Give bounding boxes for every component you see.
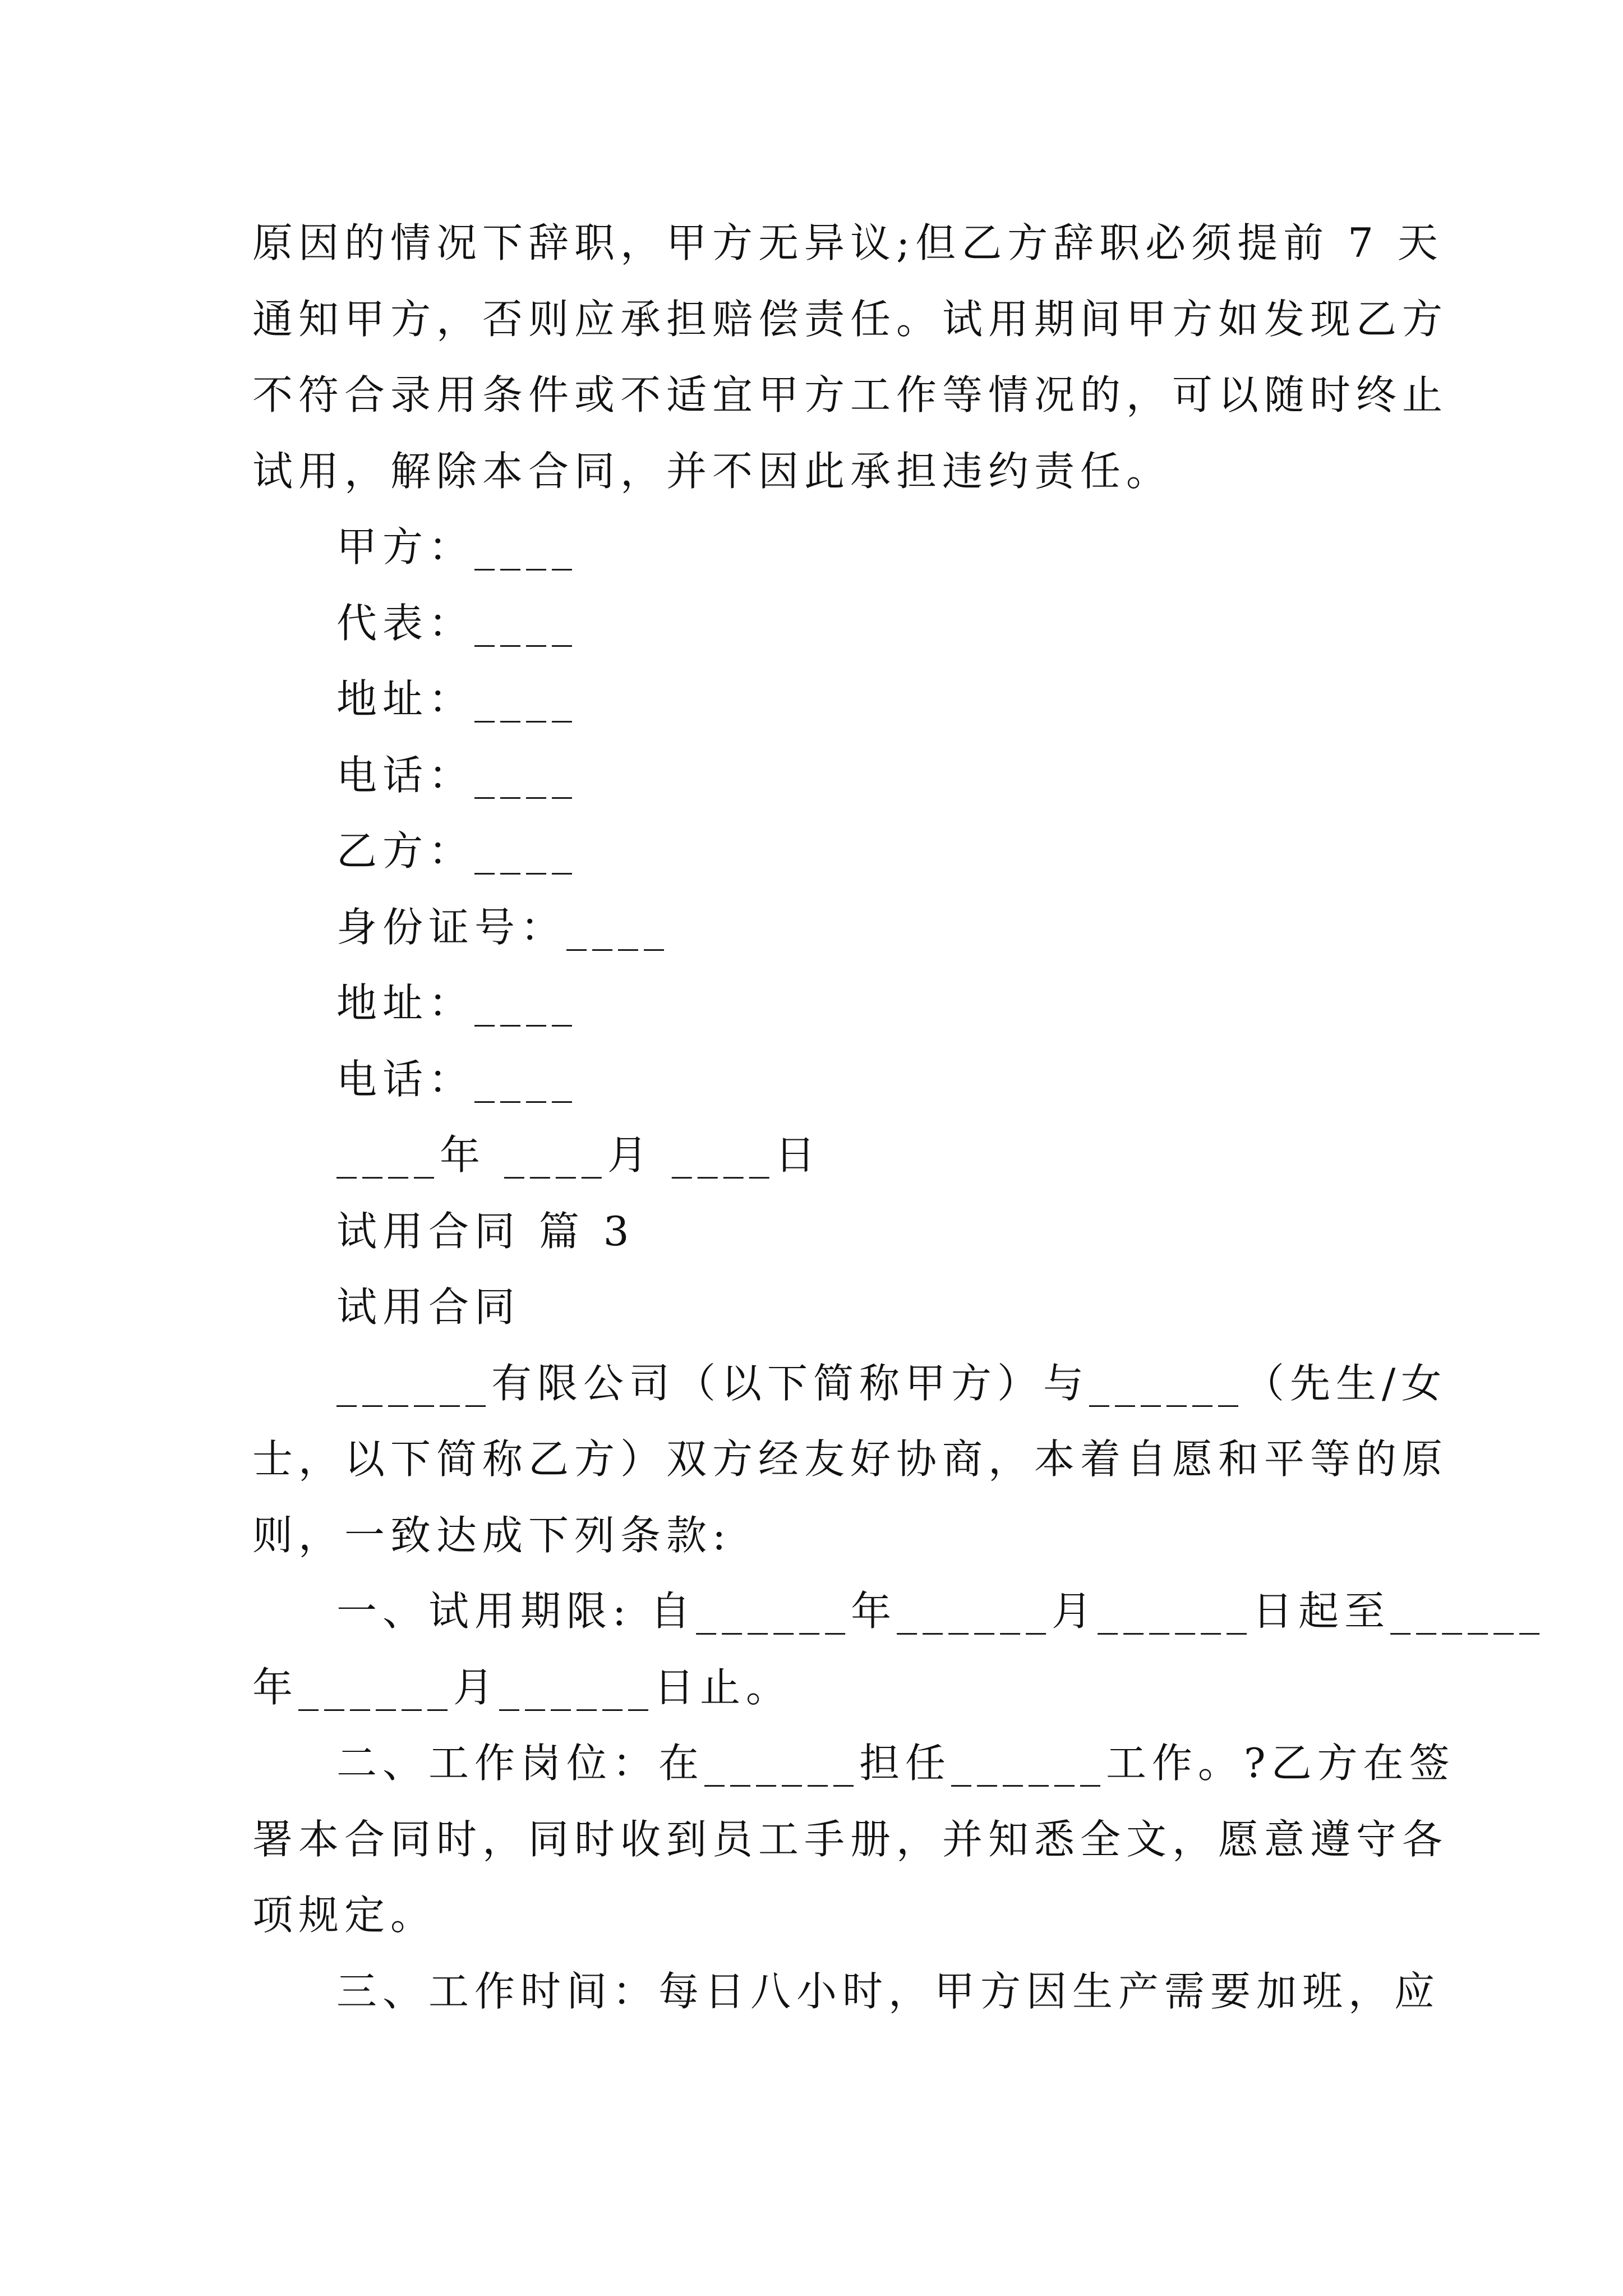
phone-field: 电话：____ [336, 752, 578, 799]
body-line: 则，一致达成下列条款: [252, 1512, 732, 1559]
address-field: 地址：____ [336, 675, 578, 723]
body-line: 士，以下简称乙方）双方经友好协商，本着自愿和平等的原 [252, 1435, 1449, 1483]
representative-field: 代表：____ [336, 600, 578, 647]
body-line: 通知甲方，否则应承担赔偿责任。试用期间甲方如发现乙方 [252, 296, 1449, 343]
date-line: ____年 ____月 ____日 [336, 1131, 821, 1179]
body-line: 署本合同时，同时收到员工手册，并知悉全文，愿意遵守各 [252, 1816, 1449, 1863]
party-b-field: 乙方：____ [336, 827, 578, 875]
party-a-field: 甲方：____ [336, 523, 578, 570]
body-line: 试用，解除本合同，并不因此承担违约责任。 [252, 448, 1173, 495]
clause-trial-period: 一、试用期限: 自______年______月______日起至______ [336, 1588, 1546, 1635]
phone-field: 电话：____ [336, 1056, 578, 1103]
body-line: 项规定。 [252, 1892, 437, 1939]
address-field: 地址：____ [336, 979, 578, 1027]
body-line: 原因的情况下辞职，甲方无异议;但乙方辞职必须提前 7 天 [252, 219, 1444, 266]
clause-position: 二、工作岗位：在______担任______工作。?乙方在签 [336, 1740, 1455, 1787]
section-heading: 试用合同 篇 3 [336, 1208, 635, 1255]
body-line: ______有限公司（以下简称甲方）与______（先生/女 [336, 1360, 1447, 1407]
body-line: 不符合录用条件或不适宜甲方工作等情况的，可以随时终止 [252, 371, 1449, 418]
contract-title: 试用合同 [336, 1283, 521, 1331]
clause-working-hours: 三、工作时间：每日八小时，甲方因生产需要加班，应 [336, 1968, 1441, 2015]
body-line: 年______月______日止。 [252, 1664, 792, 1711]
id-number-field: 身份证号：____ [336, 904, 670, 951]
